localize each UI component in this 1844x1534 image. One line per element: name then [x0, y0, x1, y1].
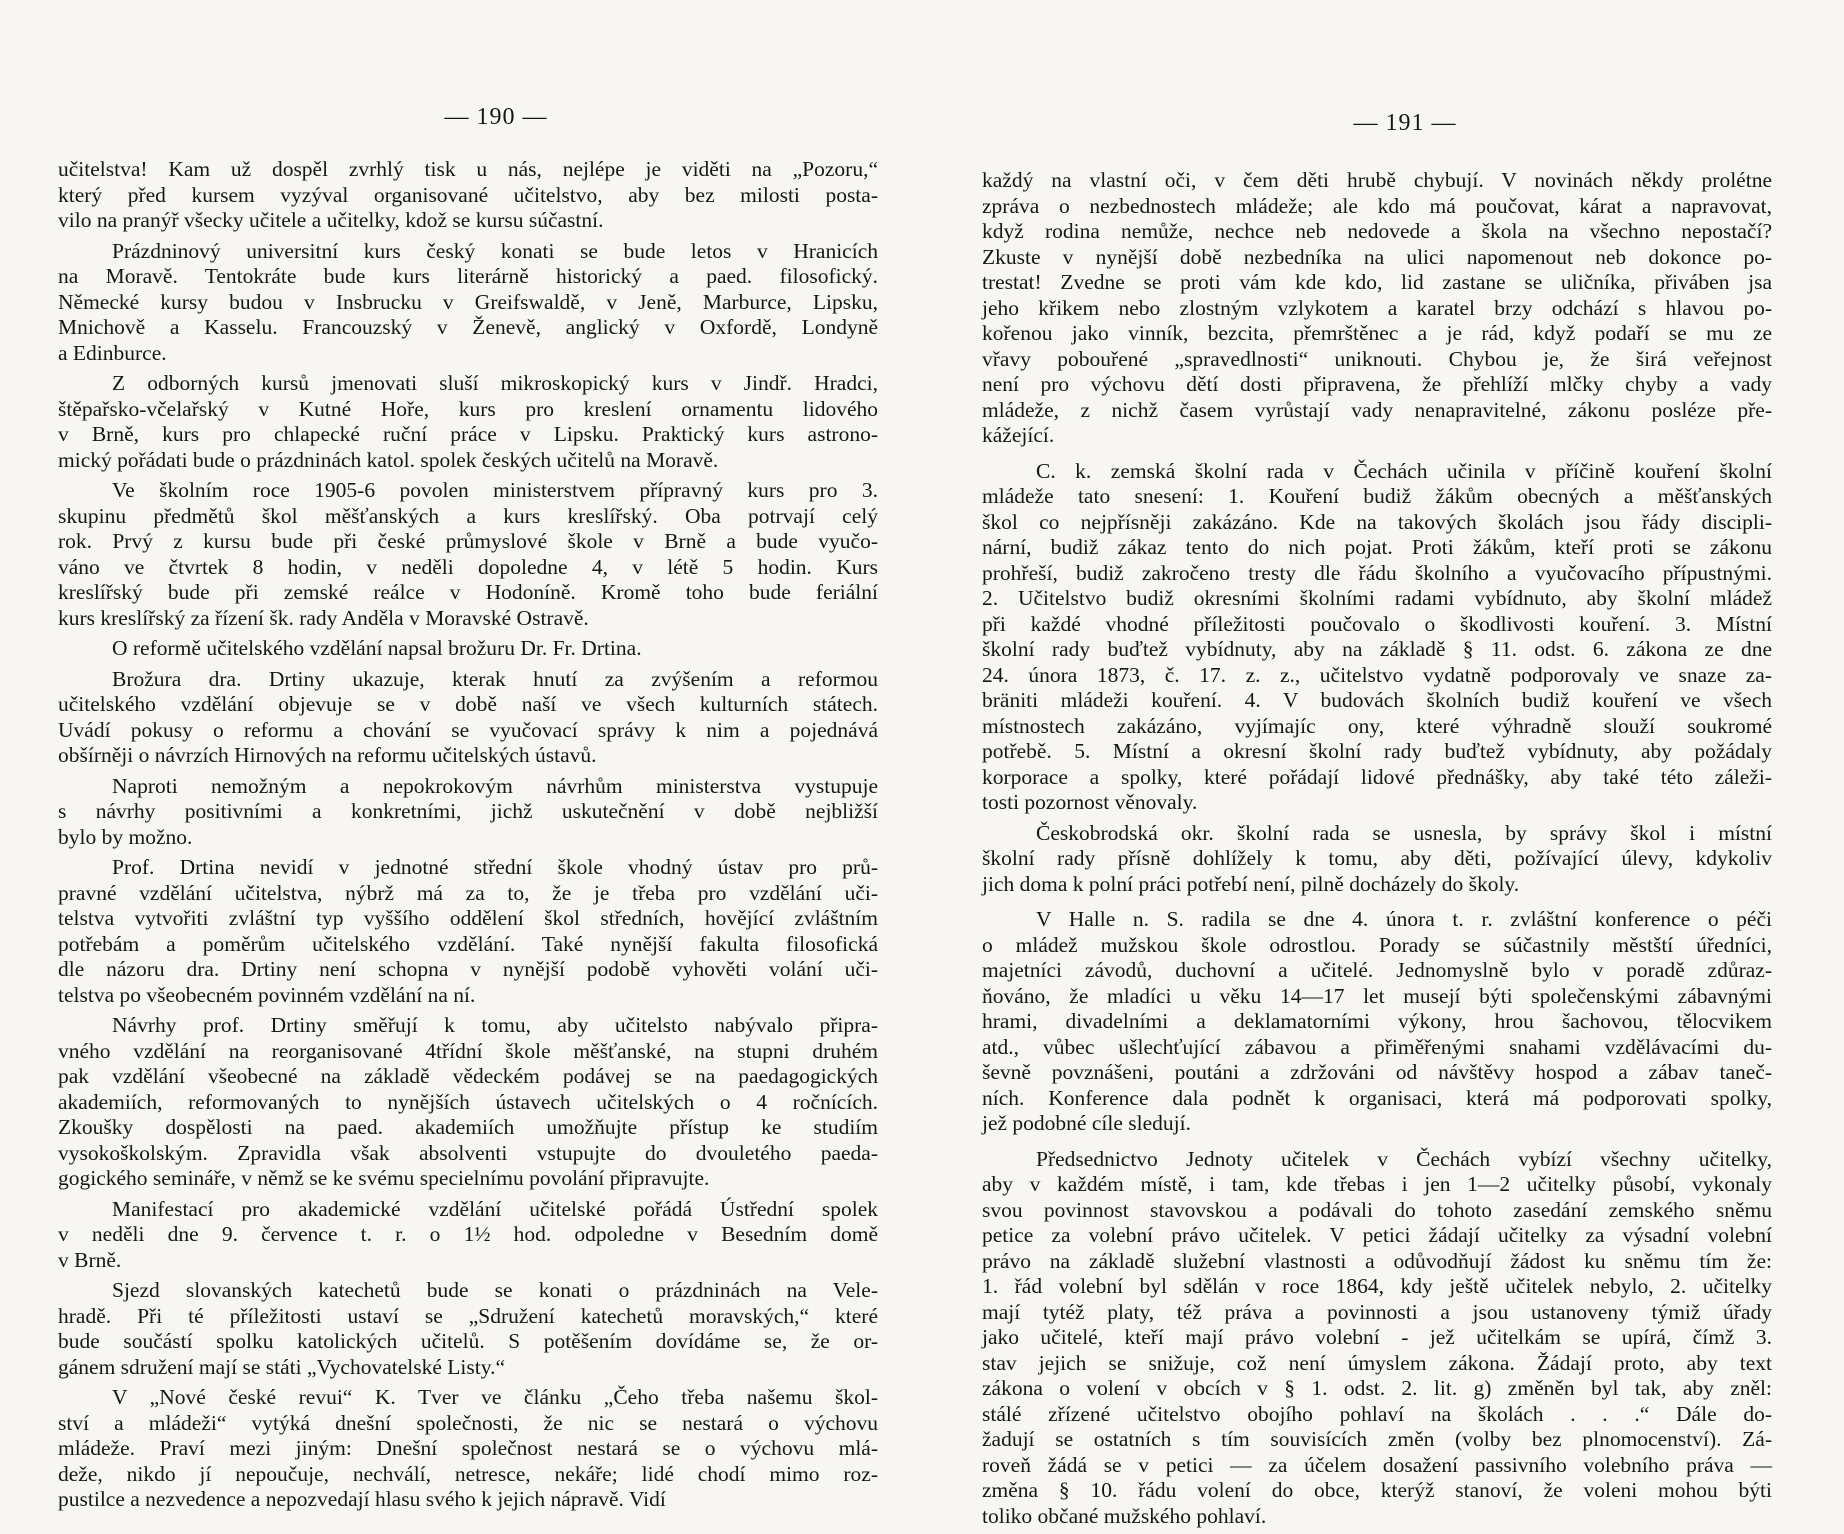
- text-line: Manifestací pro akademické vzdělání učitelské pořádá Ústřední spolek: [112, 1196, 878, 1221]
- text-line: majetníci závodů, duchovní a učitelé. Jednomyslně bylo v poradě zdůraz-: [982, 958, 1772, 982]
- text-line: skupinu předmětů škol měšťanských a kurs kreslířský. Oba potrvají celý: [58, 503, 878, 528]
- text-line: telstva vytvořiti zvláštní typ vyššího oddělení škol středních, hovějící zvláštním: [58, 906, 878, 930]
- text-line: 1. řád volební byl sdělán v roce 1864, kdy ještě učitelek nebylo, 2. učitelky: [982, 1274, 1772, 1298]
- text-line: mický pořádati bude o prázdninách katol. spolek českých učitelů na Moravě.: [58, 447, 719, 472]
- text-line: Německé kursy budou v Insbrucku v Greifswaldě, v Jeně, Marburce, Lipsku,: [58, 289, 878, 314]
- text-line: při každé vhodné příležitosti poučovalo o škodlivosti kouření. 3. Místní: [982, 611, 1772, 636]
- text-line: bräniti mládeži kouření. 4. V budovách školních budiž kouření ve všech: [982, 688, 1772, 712]
- text-line: mládeže, z nichž časem vyrůstají vady nenapravitelné, zákonu posléze pře-: [982, 397, 1772, 422]
- paragraph: [58, 774, 878, 851]
- text-line: potřebě. 5. Místní a okresní školní rady buďtež vybídnuty, aby požádaly: [982, 739, 1772, 763]
- text-line: žadují se ostatních s tím souvisících změn (volby bez plnomocenství). Zá-: [982, 1427, 1772, 1451]
- text-line: místnostech zakázáno, vyjímajíc ony, které výhradně slouží soukromé: [982, 713, 1772, 738]
- text-line: deže, nikdo jí nepoučuje, nechválí, netresce, nekáře; lidé chodí mimo roz-: [58, 1461, 878, 1486]
- text-line: hradě. Při té příležitosti ustaví se „Sdružení katechetů moravských,“ které: [58, 1303, 878, 1328]
- text-line: petice za volební právo učitelek. V petici žádají učitelky za výsadní volební: [982, 1223, 1772, 1247]
- text-line: Předsednictvo Jednoty učitelek v Čechách vybízí všechny učitelky,: [1036, 1146, 1772, 1171]
- text-line: rok. Prvý z kursu bude při české průmyslové škole v Brně a bude vyučo-: [58, 529, 878, 553]
- text-line: kurs kreslířský za řízení šk. rady Anděla v Moravské Ostravě.: [58, 605, 589, 630]
- text-line: ňováno, že mladíci u věku 14—17 let musejí býti společenskými zábavnými: [982, 983, 1772, 1008]
- text-line: akademiích, reformovaných to nynějších ústavech učitelských o 4 ročnících.: [58, 1089, 878, 1114]
- text-line: Mnichově a Kasselu. Francouzský v Ženevě, anglický v Oxfordě, Londyně: [58, 315, 878, 339]
- text-line: V „Nové české revui“ K. Tver ve článku „Čeho třeba našemu škol-: [112, 1385, 878, 1409]
- text-line: tosti pozornost věnovaly.: [982, 790, 1198, 814]
- text-line: mládeže. Praví mezi jiným: Dnešní společnost nestará se o výchovu mlá-: [58, 1436, 878, 1460]
- text-line: vilo na pranýř všecky učitele a učitelky, kdož se kursu súčastní.: [58, 208, 604, 232]
- paragraph: [982, 907, 1772, 1137]
- paragraph: [58, 478, 878, 631]
- text-line: Z odborných kursů jmenovati sluší mikroskopický kurs v Jindř. Hradci,: [112, 371, 878, 395]
- paragraph: [982, 459, 1772, 816]
- text-line: potřebám a poměrům učitelského vzdělání. Také nynější fakulta filosofická: [58, 931, 878, 956]
- text-line: s návrhy positivními a konkretními, jichž uskutečnění v době nejbližší: [58, 799, 878, 823]
- text-line: zpráva o nezbednostech mládeže; ale kdo má poučovat, kárat a napravovat,: [982, 193, 1772, 218]
- text-line: obšírněji o návrzích Hirnových na reformu učitelských ústavů.: [58, 743, 597, 767]
- text-line: mládeže tato snesení: 1. Kouření budiž žákům obecných a měšťanských: [982, 484, 1772, 508]
- text-line: mají tytéž platy, též práva a povinnosti a jsou ustanoveny týmiž úřady: [982, 1299, 1772, 1324]
- text-line: Zkuste v nynější době nezbedníka na ulici napomenout neb dokonce po-: [982, 244, 1772, 269]
- paragraph: [58, 157, 878, 234]
- paragraph: [982, 821, 1772, 898]
- text-line: pak vzdělání všeobecné na základě vědeckém podávej se na paedagogických: [58, 1064, 878, 1088]
- paragraph: [58, 855, 878, 1008]
- paragraph: [58, 667, 878, 769]
- page-body: [982, 168, 1772, 1534]
- text-line: Návrhy prof. Drtiny směřují k tomu, aby učitelsto nabývalo připra-: [112, 1013, 878, 1037]
- text-line: v Brně.: [58, 1247, 122, 1272]
- text-line: který před kursem vyzýval organisované učitelstvo, aby bez milosti posta-: [58, 182, 878, 207]
- text-line: bude součástí spolku katolických učitelů. S potěšením dovídáme se, že or-: [58, 1329, 878, 1353]
- text-line: pustilce a nezvedence a nepozvedají hlasu svého k jejich nápravě. Vidí: [58, 1487, 666, 1511]
- text-line: jako učitelé, kteří mají právo volební - jež učitelkám se upírá, čímž 3.: [982, 1325, 1772, 1349]
- text-line: dle názoru dra. Drtiny není schopna v nynější podobě vyhověti volání uči-: [58, 957, 878, 981]
- text-line: Brožura dra. Drtiny ukazuje, kterak hnutí za zvýšením a reformou: [112, 666, 878, 691]
- paragraph: [58, 1385, 878, 1513]
- text-line: školní rady buďtež vybídnuty, aby na základě § 11. odst. 6. zákona ze dne: [982, 637, 1772, 661]
- text-line: Českobrodská okr. školní rada se usnesla, by správy škol i místní: [1036, 820, 1772, 845]
- text-line: prohřeší, budiž zakročeno tresty dle řádu školního a vyučovacího přípustnými.: [982, 560, 1772, 585]
- text-line: roveň žádá se v petici — za účelem dosažení passivního volebního práva —: [982, 1452, 1772, 1477]
- text-line: změna § 10. řádu volení do obce, kterýž stanoví, že voleni mohou býti: [982, 1478, 1772, 1502]
- text-line: pravné vzdělání učitelstva, nýbrž má za to, že je třeba pro vzdělání uči-: [58, 880, 878, 905]
- text-line: Sjezd slovanských katechetů bude se konati o prázdninách na Vele-: [112, 1278, 878, 1302]
- text-line: Zkoušky dospělosti na paed. akademiích umožňujte přístup ke studiím: [58, 1115, 878, 1139]
- text-line: Prof. Drtina nevidí v jednotné střední škole vhodný ústav pro prů-: [112, 855, 878, 879]
- text-line: nární, budiž zákaz tento do nich pojat. Proti žákům, kteří proti se zákonu: [982, 535, 1772, 559]
- text-line: jeho křikem nebo zlostným vzlykotem a karatel brzy odchází s hlavou po-: [982, 295, 1772, 320]
- text-line: učitelstva! Kam už dospěl zvrhlý tisk u nás, nejlépe je viděti na „Pozoru,“: [58, 157, 878, 181]
- paragraph: [982, 168, 1772, 449]
- text-line: O reformě učitelského vzdělání napsal brožuru Dr. Fr. Drtina.: [112, 636, 642, 660]
- text-line: C. k. zemská školní rada v Čechách učinila v příčině kouření školní: [1036, 458, 1772, 483]
- text-line: toliko občané mužského pohlaví.: [982, 1503, 1267, 1528]
- text-line: gogického semináře, v němž se ke svému specielnímu povolání připravujte.: [58, 1166, 710, 1190]
- text-line: zákona o volení v obcích v § 1. odst. 2. lit. g) změněn byl tak, aby zněl:: [982, 1376, 1772, 1400]
- text-line: gánem sdružení mají se státi „Vychovatelské Listy.“: [58, 1354, 505, 1379]
- paragraph: [58, 371, 878, 473]
- paragraph: [58, 1278, 878, 1380]
- page-body: [58, 157, 878, 1518]
- text-line: Prázdninový universitní kurs český konati se bude letos v Hranicích: [112, 238, 878, 263]
- text-line: stálé zřízené učitelstvo obojího pohlaví na školách . . .“ Dále do-: [982, 1401, 1772, 1426]
- text-line: bylo by možno.: [58, 824, 193, 849]
- text-line: vysokoškolským. Zpravidla však absolventi vstupujte do dvouletého paeda-: [58, 1140, 878, 1165]
- text-line: 2. Učitelstvo budiž okresními školními radami vybídnuto, aby školní mládež: [982, 586, 1772, 610]
- text-line: aby v každém místě, i tam, kde třebas i jen 1—2 učitelky působí, vykonaly: [982, 1172, 1772, 1196]
- paragraph: [58, 1197, 878, 1274]
- text-line: na Moravě. Tentokráte bude kurs literárně historický a paed. filosofický.: [58, 264, 878, 288]
- text-line: V Halle n. S. radila se dne 4. února t. r. zvláštní konference o péči: [1036, 907, 1772, 931]
- paragraph: [982, 1147, 1772, 1530]
- text-line: a Edinburce.: [58, 340, 167, 365]
- text-line: právo na základě služební vlastnosti a odůvodňují žádost ku sněmu tím že:: [982, 1248, 1772, 1273]
- text-line: když rodina nemůže, nechce neb nedovede a škola na všechno nepostačí?: [982, 219, 1772, 243]
- text-line: každý na vlastní oči, v čem děti hrubě chybují. V novinách někdy prolétne: [982, 168, 1772, 192]
- text-line: v neděli dne 9. července t. r. o 1½ hod. odpoledne v Besedním domě: [58, 1222, 878, 1246]
- text-line: kořenou jako vinník, bezcita, přemrštěnec a je rád, když podaří se mu ze: [982, 321, 1772, 345]
- text-line: ních. Konference dala podnět k organisaci, která má podporovati spolky,: [982, 1085, 1772, 1110]
- text-line: kážející.: [982, 423, 1055, 447]
- text-line: o mládež mužskou škole odrostlou. Porady se súčastnily městští úředníci,: [982, 932, 1772, 957]
- text-line: hrami, divadelními a deklamatorními výkony, hrou šachovou, tělocvikem: [982, 1009, 1772, 1033]
- paragraph: [58, 1013, 878, 1192]
- text-line: není pro výchovu dětí dosti připravena, že přehlíží mlčky chyby a vady: [982, 372, 1772, 396]
- text-line: atd., vůbec ušlechťující zábavou a přiměřenými snahami vzdělávacími du-: [982, 1034, 1772, 1059]
- text-line: Uvádí pokusy o reformu a chování se vyučovací správy k nim a pojednává: [58, 717, 878, 742]
- paragraph: [58, 239, 878, 367]
- text-line: vřavy pobouřené „spravedlnosti“ uniknouti. Chybou je, že širá veřejnost: [982, 346, 1772, 371]
- page-number: — 191 —: [1353, 110, 1457, 136]
- text-line: trestat! Zvedne se proti vám kde kdo, lid zastane se uličníka, přiváben jsa: [982, 270, 1772, 294]
- text-line: korporace a spolky, které pořádají lidové přednášky, aby také této záleži-: [982, 764, 1772, 789]
- text-line: vného vzdělání na reorganisované 4třídní škole měšťanské, na stupni druhém: [58, 1038, 878, 1063]
- text-line: stav jejich se snižuje, což není úmyslem zákona. Žádají proto, aby text: [982, 1350, 1772, 1375]
- text-line: svou povinnost stavovskou a podávali do tohoto zasedání zemského sněmu: [982, 1197, 1772, 1222]
- text-line: Naproti nemožným a nepokrokovým návrhům ministerstva vystupuje: [112, 773, 878, 798]
- text-line: ševně povznášeni, poutáni a zdržováni od návštěvy hospod a zábav taneč-: [982, 1060, 1772, 1084]
- text-line: ství a mládeži“ vytýká dnešní společnosti, že nic se nestará o výchovu: [58, 1410, 878, 1435]
- text-line: váno ve čtvrtek 8 hodin, v neděli dopoledne 4, v létě 5 hodin. Kurs: [58, 554, 878, 579]
- text-line: Ve školním roce 1905-6 povolen ministerstvem přípravný kurs pro 3.: [112, 478, 878, 502]
- text-line: kreslířský bude při zemské reálce v Hodoníně. Kromě toho bude feriální: [58, 580, 878, 604]
- text-line: učitelského vzdělání objevuje se v době naší ve všech kulturních státech.: [58, 692, 878, 716]
- text-line: školní rady přísně dohlížely k tomu, aby děti, požívající úlevy, kdykoliv: [982, 846, 1772, 870]
- text-line: jich doma k polní práci potřebí není, pilně docházely do školy.: [982, 871, 1520, 896]
- text-line: v Brně, kurs pro chlapecké ruční práce v Lipsku. Praktický kurs astrono-: [58, 422, 878, 446]
- paragraph: [58, 636, 878, 662]
- text-line: 24. února 1873, č. 17. z. z., učitelstvo vydatně podporovaly ve snaze za-: [982, 662, 1772, 687]
- page-number: — 190 —: [444, 104, 548, 130]
- text-line: jež podobné cíle sledují.: [982, 1111, 1191, 1135]
- text-line: telstva po všeobecném povinném vzdělání na ní.: [58, 982, 476, 1007]
- text-line: štěpařsko-včelařský v Kutné Hoře, kurs pro kreslení ornamentu lidového: [58, 396, 878, 421]
- text-line: škol co nejpřísněji zakázáno. Kde na takových školách jsou řády discipli-: [982, 509, 1772, 534]
